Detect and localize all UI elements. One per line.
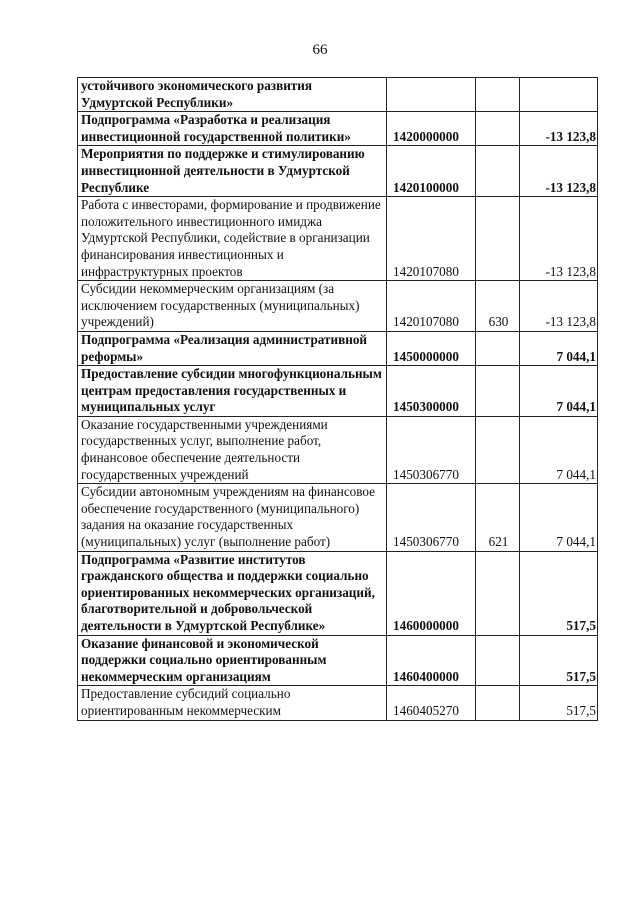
- item-name-cell: Работа с инвесторами, формирование и продвижение положительного инвестиционного имиджа Удмуртской Республики, содействие в организации финансирования инвестиционных и инфраструктурных проектов: [78, 197, 387, 281]
- item-name-cell: Предоставление субсидий социально ориентированным некоммерческим: [78, 686, 387, 720]
- table-row: [78, 112, 598, 146]
- expense-type-cell: [476, 686, 520, 720]
- target-code-cell: 1450306770: [387, 416, 476, 483]
- item-name-cell: Субсидии некоммерческим организациям (за исключением государственных (муниципальных) учреждений): [78, 281, 387, 332]
- expense-type-cell: [476, 112, 520, 146]
- table-row: [78, 551, 598, 635]
- table-row: [78, 686, 598, 720]
- target-code-cell: 1460405270: [387, 686, 476, 720]
- expense-type-cell: 630: [476, 281, 520, 332]
- expense-type-cell: [476, 551, 520, 635]
- amount-cell: -13 123,8: [520, 281, 598, 332]
- amount-cell: -13 123,8: [520, 197, 598, 281]
- target-code-cell: 1420000000: [387, 112, 476, 146]
- expense-type-cell: [476, 146, 520, 197]
- target-code-cell: 1460400000: [387, 635, 476, 686]
- table-row: [78, 331, 598, 365]
- table-row: [78, 197, 598, 281]
- amount-cell: -13 123,8: [520, 146, 598, 197]
- amount-cell: 7 044,1: [520, 331, 598, 365]
- amount-cell: 7 044,1: [520, 416, 598, 483]
- expense-type-cell: 621: [476, 484, 520, 551]
- table-row: [78, 78, 598, 112]
- table-row: [78, 146, 598, 197]
- amount-cell: 7 044,1: [520, 484, 598, 551]
- item-name-cell: Мероприятия по поддержке и стимулированию инвестиционной деятельности в Удмуртской Республике: [78, 146, 387, 197]
- target-code-cell: [387, 78, 476, 112]
- item-name-cell: Подпрограмма «Развитие институтов гражданского общества и поддержки социально ориентированных некоммерческих организаций, благотворительной и добровольческой деятельности в Удмуртской Республике»: [78, 551, 387, 635]
- expense-type-cell: [476, 78, 520, 112]
- table-row: [78, 281, 598, 332]
- amount-cell: -13 123,8: [520, 112, 598, 146]
- item-name-cell: Субсидии автономным учреждениям на финансовое обеспечение государственного (муниципального) задания на оказание государственных (муниципальных) услуг (выполнение работ): [78, 484, 387, 551]
- item-name-cell: Предоставление субсидии многофункциональным центрам предоставления государственных и муниципальных услуг: [78, 366, 387, 417]
- item-name-cell: Подпрограмма «Разработка и реализация инвестиционной государственной политики»: [78, 112, 387, 146]
- item-name-cell: Оказание государственными учреждениями государственных услуг, выполнение работ, финансовое обеспечение деятельности государственных учреждений: [78, 416, 387, 483]
- target-code-cell: 1420100000: [387, 146, 476, 197]
- page-number: 66: [312, 42, 328, 58]
- amount-cell: 7 044,1: [520, 366, 598, 417]
- table-row: [78, 416, 598, 483]
- amount-cell: 517,5: [520, 551, 598, 635]
- expense-type-cell: [476, 197, 520, 281]
- item-name-cell: Оказание финансовой и экономической поддержки социально ориентированным некоммерческим организациям: [78, 635, 387, 686]
- expense-type-cell: [476, 635, 520, 686]
- expense-type-cell: [476, 331, 520, 365]
- table-row: [78, 366, 598, 417]
- amount-cell: 517,5: [520, 686, 598, 720]
- expense-type-cell: [476, 416, 520, 483]
- target-code-cell: 1420107080: [387, 281, 476, 332]
- table-row: [78, 484, 598, 551]
- item-name-cell: Подпрограмма «Реализация административной реформы»: [78, 331, 387, 365]
- target-code-cell: 1450000000: [387, 331, 476, 365]
- target-code-cell: 1420107080: [387, 197, 476, 281]
- budget-table-body: [78, 78, 598, 721]
- amount-cell: [520, 78, 598, 112]
- target-code-cell: 1460000000: [387, 551, 476, 635]
- budget-table: [77, 77, 598, 721]
- target-code-cell: 1450306770: [387, 484, 476, 551]
- table-row: [78, 635, 598, 686]
- expense-type-cell: [476, 366, 520, 417]
- amount-cell: 517,5: [520, 635, 598, 686]
- item-name-cell: устойчивого экономического развития Удмуртской Республики»: [78, 78, 387, 112]
- target-code-cell: 1450300000: [387, 366, 476, 417]
